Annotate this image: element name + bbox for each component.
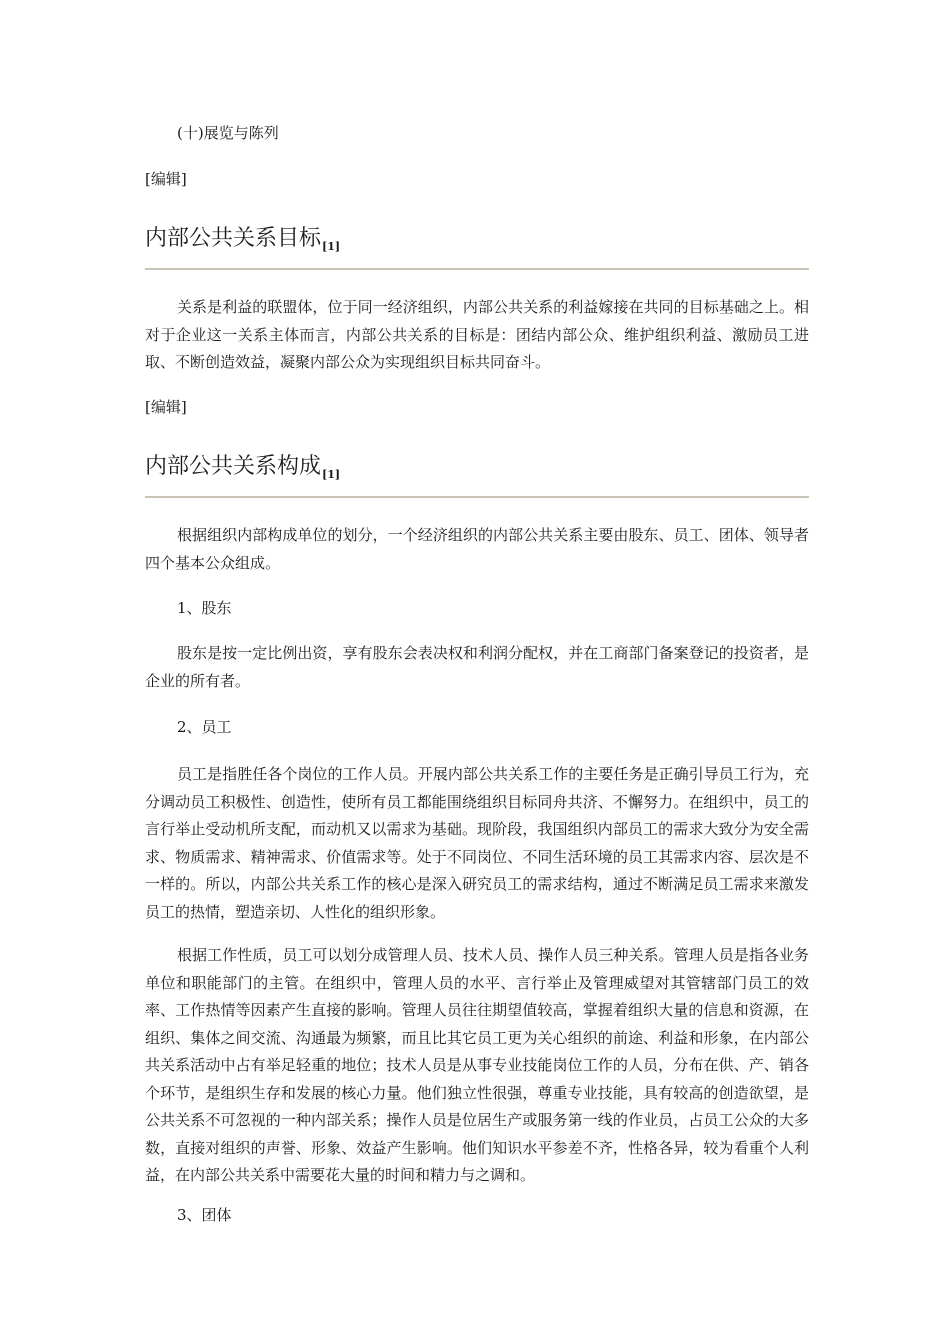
composition-intro-paragraph: 根据组织内部构成单位的划分，一个经济组织的内部公共关系主要由股东、员工、团体、领导者四个基本公众组成。 <box>145 526 809 572</box>
edit-link[interactable]: [编辑] <box>145 170 187 188</box>
section-heading-goals-text: 内部公共关系目标 <box>145 226 322 251</box>
reference-link[interactable]: [1] <box>322 240 341 253</box>
section-divider <box>145 268 809 270</box>
section-heading-goals <box>145 224 340 262</box>
employees-paragraph: 员工是指胜任各个岗位的工作人员。开展内部公共关系工作的主要任务是正确引导员工行为，充分调动员工积极性、创造性，使所有员工都能围绕组织目标同舟共济、不懈努力。在组织中，员工的言行举止受动机所支配，而动机又以需求为基础。现阶段，我国组织内部员工的需求大致分为安全需求、物质需求、精神需求、价值需求等。处于不同岗位、不同生活环境的员工其需求内容、层次是不一样的。所以，内部公共关系工作的核心是深入研究员工的需求结构，通过不断满足员工需求来激发员工的热情，塑造亲切、人性化的组织形象。 <box>145 765 809 921</box>
subsection-title-groups: 3、团体 <box>177 1206 232 1224</box>
reference-link[interactable]: [1] <box>322 468 341 481</box>
section-heading-composition-text: 内部公共关系构成 <box>145 454 322 479</box>
employees-types-paragraph: 根据工作性质，员工可以划分成管理人员、技术人员、操作人员三种关系。管理人员是指各业务单位和职能部门的主管。在组织中，管理人员的水平、言行举止及管理威望对其管辖部门员工的效率、工作热情等因素产生直接的影响。管理人员往往期望值较高，掌握着组织大量的信息和资源，在组织、集体之间交流、沟通最为频繁，而且比其它员工更为关心组织的前途、利益和形象，在内部公共关系活动中占有举足轻重的地位；技术人员是从事专业技能岗位工作的人员，分布在供、产、销各个环节，是组织生存和发展的核心力量。他们独立性很强，尊重专业技能，具有较高的创造欲望，是公共关系不可忽视的一种内部关系；操作人员是位居生产或服务第一线的作业员，占员工公众的大多数，直接对组织的声誉、形象、效益产生影响。他们知识水平参差不齐，性格各异，较为看重个人利益，在内部公共关系中需要花大量的时间和精力与之调和。 <box>145 946 809 1184</box>
section-divider <box>145 496 809 498</box>
goals-paragraph: 关系是利益的联盟体，位于同一经济组织，内部公共关系的利益嫁接在共同的目标基础之上。相对于企业这一关系主体而言，内部公共关系的目标是：团结内部公众、维护组织利益、激励员工进取、不断创造效益，凝聚内部公众为实现组织目标共同奋斗。 <box>145 298 809 371</box>
subsection-title-shareholders: 1、股东 <box>177 599 232 617</box>
shareholders-paragraph: 股东是按一定比例出资，享有股东会表决权和利润分配权，并在工商部门备案登记的投资者，是企业的所有者。 <box>145 644 809 690</box>
subsection-title-employees: 2、员工 <box>177 718 232 736</box>
edit-link[interactable]: [编辑] <box>145 398 187 416</box>
exhibition-item-title: (十)展览与陈列 <box>177 124 279 142</box>
section-heading-composition <box>145 452 340 490</box>
